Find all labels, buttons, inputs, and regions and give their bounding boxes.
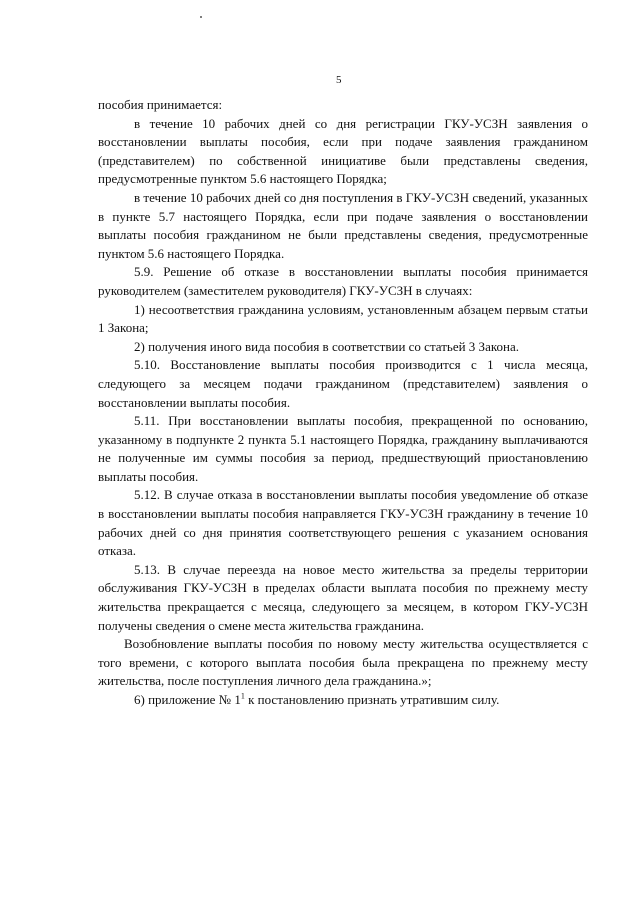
paragraph-5-13: 5.13. В случае переезда на новое место жительства за пределы территории обслуживания ГКУ-УСЗН в пределах области выплата пособия по прежнему месту жительства прекращается с месяца, следующего за месяцем, в котором ГКУ-УСЗН получены сведения о смене места жительства гражданина. [98,561,588,633]
paragraph-5-9-item-2: 2) получения иного вида пособия в соответствии со статьей 3 Закона. [134,338,519,354]
document-body [98,96,588,710]
item-6-text-end: к постановлению признать утратившим силу. [244,692,500,707]
page-number: 5 [336,74,342,86]
paragraph-5-9-item-1: 1) несоответствия гражданина условиям, установленным абзацем первым статьи 1 Закона; [98,301,588,336]
paragraph-term-receipt: в течение 10 рабочих дней со дня поступления в ГКУ-УСЗН сведений, указанных в пункте 5.7 настоящего Порядка, если при подаче заявления о восстановлении выплаты пособия гражданином не были представлены сведения, предусмотренные пунктом 5.6 настоящего Порядка. [98,189,588,261]
paragraph-term-registration: в течение 10 рабочих дней со дня регистрации ГКУ-УСЗН заявления о восстановлении выплаты пособия, если при подаче заявления гражданином (представителем) по собственной инициативе были представлены сведения, предусмотренные пунктом 5.6 настоящего Порядка; [98,115,588,187]
item-6-text: 6) приложение № 1 [134,692,241,707]
paragraph-5-11: 5.11. При восстановлении выплаты пособия, прекращенной по основанию, указанному в подпункте 2 пункта 5.1 настоящего Порядка, гражданину выплачиваются не полученные им суммы пособия за период, предшествующий приостановлению выплаты пособия. [98,413,588,484]
paragraph-5-9: 5.9. Решение об отказе в восстановлении выплаты пособия принимается руководителем (заместителем руководителя) ГКУ-УСЗН в случаях: [98,264,588,298]
item-6-superscript: 1 [240,691,245,701]
paragraph-resumption: Возобновление выплаты пособия по новому месту жительства осуществляется с того времени, с которого выплата пособия была прекращена по прежнему месту жительства, после поступления личного дела гражданина.»; [98,636,588,689]
paragraph-5-12: 5.12. В случае отказа в восстановлении выплаты пособия уведомление об отказе в восстановлении выплаты пособия направляется ГКУ-УСЗН гражданину в течение 10 рабочих дней со дня принятия соответствующего решения с указанием основания отказа. [98,487,588,559]
paragraph-item-6 [98,691,588,710]
scan-speck [200,16,202,18]
paragraph-5-10: 5.10. Восстановление выплаты пособия производится с 1 числа месяца, следующего за месяцем подачи гражданином (представителем) заявления о восстановлении выплаты пособия. [98,357,588,410]
paragraph-continuation: пособия принимается: [98,97,223,112]
